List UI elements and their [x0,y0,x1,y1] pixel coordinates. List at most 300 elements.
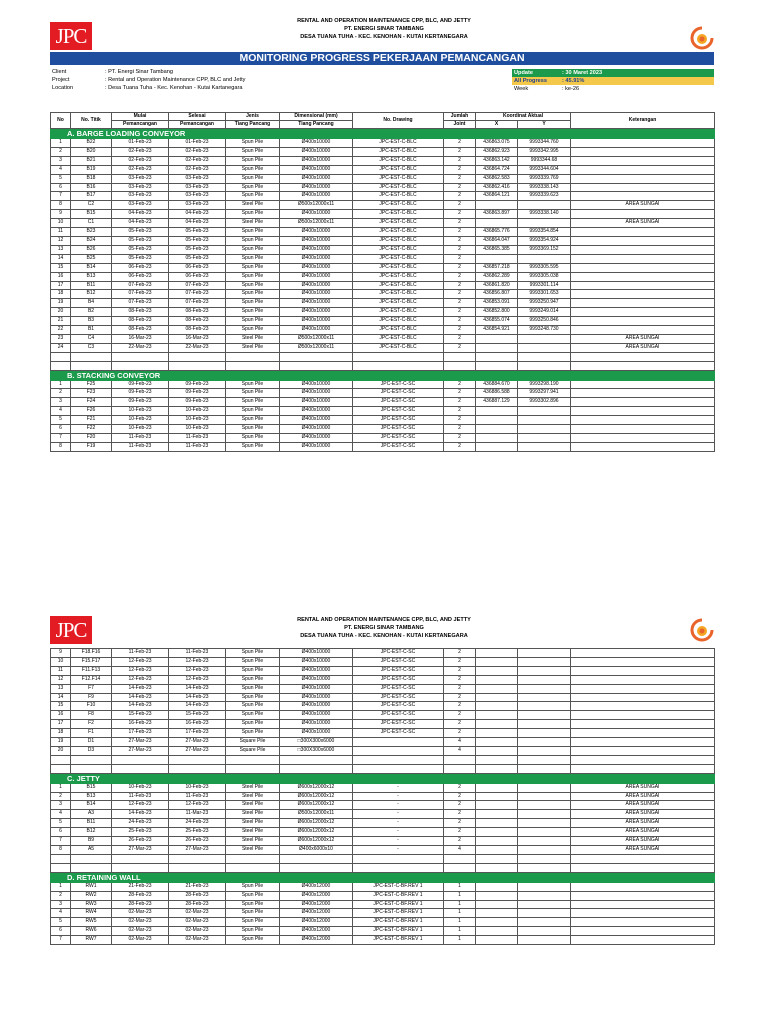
blank-row [51,854,715,863]
table-row [51,702,715,711]
cell-y: 9993354.854 [518,228,571,237]
blank-cell [444,755,476,764]
table-row [51,846,715,855]
cell-jumlah: 2 [444,702,476,711]
cell-x [476,219,518,228]
cell-selesai: 12-Feb-23 [169,666,226,675]
cell-jumlah: 1 [444,900,476,909]
cell-jumlah: 2 [444,263,476,272]
cell-no: 5 [51,416,71,425]
cell-y [518,738,571,747]
cell-drawing: - [353,846,444,855]
cell-jumlah: 2 [444,219,476,228]
cell-keterangan [571,746,715,755]
cell-jenis: Steel Pile [226,343,280,352]
cell-jenis: Steel Pile [226,828,280,837]
table-row [51,936,715,945]
cell-selesai: 11-Feb-23 [169,792,226,801]
table-row [51,900,715,909]
cell-keterangan [571,891,715,900]
blank-row [51,764,715,773]
table-row [51,675,715,684]
cell-y: 9993297.941 [518,389,571,398]
cell-titik: B12 [71,290,112,299]
cell-dimensional: Ø400x10000 [280,326,353,335]
cell-drawing [353,746,444,755]
cell-selesai: 04-Feb-23 [169,219,226,228]
cell-dimensional: Ø400x10000 [280,711,353,720]
table-row [51,201,715,210]
jpc-logo: JPC [50,22,92,50]
cell-y: 9993338.140 [518,210,571,219]
blank-cell [518,764,571,773]
header-line-2: PT. ENERGI SINAR TAMBANG [344,26,424,32]
cell-drawing: JPC-EST-C-BLC [353,254,444,263]
cell-x [476,684,518,693]
cell-jenis: Spun Pile [226,666,280,675]
cell-keterangan [571,900,715,909]
col-koord: Koordinat Aktual [476,113,571,121]
cell-dimensional: Ø400x10000 [280,407,353,416]
cell-titik: B13 [71,272,112,281]
cell-mulai: 02-Mar-23 [112,927,169,936]
cell-drawing: JPC-EST-C-BLC [353,343,444,352]
cell-jenis: Spun Pile [226,675,280,684]
cell-dimensional: Ø600x12000x12 [280,819,353,828]
cell-dimensional: Ø400x10000 [280,442,353,451]
cell-mulai: 27-Mar-23 [112,746,169,755]
cell-no: 20 [51,746,71,755]
cell-dimensional: Ø400x10000 [280,236,353,245]
cell-titik: B11 [71,281,112,290]
cell-jenis: Steel Pile [226,219,280,228]
blank-row [51,755,715,764]
cell-drawing: JPC-EST-C-SC [353,442,444,451]
cell-titik: B18 [71,174,112,183]
cell-keterangan [571,675,715,684]
cell-y: 9993344.604 [518,165,571,174]
cell-x [476,746,518,755]
cell-no: 7 [51,936,71,945]
cell-jenis: Spun Pile [226,936,280,945]
cell-keterangan: AREA SUNGAI [571,819,715,828]
cell-selesai: 04-Feb-23 [169,210,226,219]
cell-drawing: - [353,819,444,828]
blank-cell [226,352,280,361]
cell-dimensional: Ø400x10000 [280,666,353,675]
cell-dimensional: Ø400x10000 [280,416,353,425]
week-row [512,85,714,93]
cell-mulai: 22-Mar-23 [112,343,169,352]
table-row [51,192,715,201]
blank-cell [112,854,169,863]
cell-jenis: Spun Pile [226,649,280,658]
cell-keterangan [571,918,715,927]
progress-table-page-1 [50,112,715,452]
table-row [51,245,715,254]
blank-cell [112,764,169,773]
cell-jumlah: 2 [444,139,476,148]
cell-y: 9993344.68 [518,156,571,165]
cell-titik: F25 [71,380,112,389]
cell-x [476,837,518,846]
cell-jumlah: 2 [444,236,476,245]
cell-y [518,783,571,792]
cell-y: 9993298.190 [518,380,571,389]
cell-x: 436861.820 [476,281,518,290]
cell-jumlah: 2 [444,174,476,183]
cell-drawing: JPC-EST-C-BLC [353,219,444,228]
cell-titik: F10 [71,702,112,711]
cell-no: 7 [51,837,71,846]
cell-titik: B2 [71,308,112,317]
cell-dimensional: Ø600x12000x12 [280,828,353,837]
blank-cell [51,764,71,773]
cell-dimensional: Ø400x10000 [280,389,353,398]
cell-jenis: Spun Pile [226,236,280,245]
cell-drawing: JPC-EST-C-BLC [353,156,444,165]
cell-y: 9993301.653 [518,290,571,299]
cell-drawing: JPC-EST-C-BLC [353,183,444,192]
cell-dimensional: Ø400x10000 [280,308,353,317]
cell-mulai: 04-Feb-23 [112,219,169,228]
cell-keterangan [571,380,715,389]
cell-drawing: JPC-EST-C-BLC [353,326,444,335]
section-retaining-wall: D. RETAINING WALL [51,872,715,882]
cell-keterangan [571,657,715,666]
cell-no: 5 [51,918,71,927]
cell-dimensional: Ø400x10000 [280,228,353,237]
cell-jumlah: 2 [444,819,476,828]
col-jenis: Jenis [226,113,280,121]
cell-dimensional: Ø400x10000 [280,317,353,326]
cell-drawing: JPC-EST-C-BLC [353,263,444,272]
cell-titik: C1 [71,219,112,228]
cell-dimensional: Ø400x10000 [280,684,353,693]
cell-dimensional: Ø400x10000 [280,380,353,389]
cell-titik: RW4 [71,909,112,918]
cell-titik: B3 [71,317,112,326]
cell-jenis: Spun Pile [226,425,280,434]
cell-selesai: 16-Feb-23 [169,720,226,729]
table-row [51,746,715,755]
blank-cell [476,863,518,872]
cell-jumlah: 2 [444,272,476,281]
cell-x [476,343,518,352]
cell-mulai: 03-Feb-23 [112,174,169,183]
cell-jenis: Spun Pile [226,900,280,909]
cell-x [476,702,518,711]
cell-x: 436852.800 [476,308,518,317]
cell-selesai: 03-Feb-23 [169,174,226,183]
col-titik: No. Titik [71,113,112,129]
cell-no: 16 [51,272,71,281]
cell-x [476,416,518,425]
update-value: : 30 Maret 2023 [562,70,603,76]
cell-jenis: Spun Pile [226,442,280,451]
cell-x: 436854.921 [476,326,518,335]
location-value: : Desa Tuana Tuha - Kec. Kenohan - Kutai Kartanegara [105,85,243,91]
cell-selesai: 06-Feb-23 [169,263,226,272]
cell-keterangan [571,254,715,263]
table-row [51,156,715,165]
cell-drawing: JPC-EST-C-SC [353,433,444,442]
cell-x: 436863.142 [476,156,518,165]
cell-drawing: JPC-EST-C-BLC [353,210,444,219]
progress-value: : 45.91% [562,78,585,84]
stacking-conveyor-rows [51,380,715,451]
cell-x [476,783,518,792]
cell-no: 15 [51,263,71,272]
cell-dimensional: Ø400x12000 [280,882,353,891]
cell-mulai: 08-Feb-23 [112,308,169,317]
blank-cell [571,755,715,764]
cell-x [476,792,518,801]
cell-dimensional: Ø400x10000 [280,702,353,711]
table-header-row-1 [51,113,715,121]
cell-keterangan [571,729,715,738]
cell-y: 9993302.896 [518,398,571,407]
cell-selesai: 22-Mar-23 [169,343,226,352]
blank-cell [169,755,226,764]
cell-jenis: Spun Pile [226,380,280,389]
cell-selesai: 09-Feb-23 [169,380,226,389]
cell-drawing: - [353,828,444,837]
cell-x [476,900,518,909]
cell-selesai: 26-Feb-23 [169,837,226,846]
cell-x: 436886.588 [476,389,518,398]
cell-no: 21 [51,317,71,326]
cell-titik: B14 [71,801,112,810]
cell-x [476,649,518,658]
cell-dimensional: Ø400x12000 [280,900,353,909]
cell-keterangan [571,720,715,729]
week-label: Week [514,86,529,92]
cell-titik: B11 [71,819,112,828]
cell-y [518,711,571,720]
cell-jumlah: 4 [444,746,476,755]
cell-dimensional: Ø500x12000x11 [280,201,353,210]
cell-selesai: 05-Feb-23 [169,228,226,237]
cell-jumlah: 1 [444,909,476,918]
cell-titik: B26 [71,245,112,254]
cell-keterangan [571,666,715,675]
cell-dimensional: □300X300x6000 [280,746,353,755]
cell-selesai: 10-Feb-23 [169,407,226,416]
cell-keterangan: AREA SUNGAI [571,783,715,792]
cell-keterangan [571,649,715,658]
blank-cell [226,854,280,863]
cell-no: 6 [51,828,71,837]
section-barge-loading: A. BARGE LOADING CONVEYOR [51,129,715,139]
cell-mulai: 02-Mar-23 [112,918,169,927]
table-row [51,380,715,389]
cell-dimensional: Ø500x12000x11 [280,334,353,343]
col-no: No [51,113,71,129]
blank-cell [169,764,226,773]
cell-no: 6 [51,425,71,434]
cell-drawing: - [353,801,444,810]
cell-mulai: 09-Feb-23 [112,380,169,389]
cell-jenis: Spun Pile [226,702,280,711]
progress-label: All Progress [514,78,547,84]
cell-jumlah: 2 [444,407,476,416]
cell-y [518,729,571,738]
cell-mulai: 16-Mar-23 [112,334,169,343]
cell-jumlah: 2 [444,281,476,290]
table-row [51,281,715,290]
table-row [51,317,715,326]
cell-keterangan: AREA SUNGAI [571,828,715,837]
blank-cell [571,854,715,863]
cell-titik: RW3 [71,900,112,909]
cell-mulai: 01-Feb-23 [112,139,169,148]
cell-jumlah: 1 [444,918,476,927]
cell-drawing: JPC-EST-C-BLC [353,272,444,281]
cell-y [518,657,571,666]
cell-drawing: JPC-EST-C-SC [353,657,444,666]
cell-no: 14 [51,693,71,702]
cell-titik: F24 [71,398,112,407]
cell-x: 436887.129 [476,398,518,407]
cell-dimensional: Ø400x10000 [280,657,353,666]
cell-x: 436862.289 [476,272,518,281]
cell-x: 436862.583 [476,174,518,183]
blank-cell [169,863,226,872]
cell-jumlah: 2 [444,201,476,210]
cell-mulai: 02-Feb-23 [112,156,169,165]
cell-dimensional: Ø500x12000x11 [280,810,353,819]
blank-cell [476,361,518,370]
cell-dimensional: Ø600x12000x12 [280,801,353,810]
cell-keterangan [571,326,715,335]
cell-jenis: Steel Pile [226,819,280,828]
cell-keterangan [571,139,715,148]
cell-jenis: Spun Pile [226,407,280,416]
cell-dimensional: Ø400x12000 [280,927,353,936]
cell-x [476,675,518,684]
cell-dimensional: Ø500x12000x11 [280,343,353,352]
cell-keterangan [571,927,715,936]
cell-drawing: JPC-EST-C-BLC [353,201,444,210]
cell-mulai: 03-Feb-23 [112,183,169,192]
table-row [51,720,715,729]
cell-dimensional: Ø500x12000x11 [280,219,353,228]
cell-x: 436855.074 [476,317,518,326]
cell-y [518,720,571,729]
section-stacking-conveyor: B. STACKING CONVEYOR [51,370,715,380]
cell-drawing: - [353,783,444,792]
cell-y: 9993301.114 [518,281,571,290]
blank-cell [444,352,476,361]
cell-mulai: 12-Feb-23 [112,666,169,675]
cell-mulai: 27-Mar-23 [112,846,169,855]
table-row [51,299,715,308]
cell-titik: B23 [71,228,112,237]
cell-x: 436884.670 [476,380,518,389]
cell-drawing: - [353,792,444,801]
cell-mulai: 26-Feb-23 [112,837,169,846]
cell-jumlah: 2 [444,228,476,237]
cell-jumlah: 2 [444,425,476,434]
cell-x: 436864.121 [476,192,518,201]
cell-mulai: 02-Feb-23 [112,165,169,174]
blank-cell [51,755,71,764]
cell-drawing: JPC-EST-C-BLC [353,139,444,148]
cell-selesai: 14-Feb-23 [169,684,226,693]
table-row [51,425,715,434]
cell-drawing: JPC-EST-C-SC [353,693,444,702]
cell-titik: B17 [71,192,112,201]
cell-keterangan [571,389,715,398]
cell-dimensional: Ø400x10000 [280,139,353,148]
cell-y [518,649,571,658]
cell-selesai: 06-Feb-23 [169,272,226,281]
table-row [51,729,715,738]
cell-no: 12 [51,236,71,245]
cell-y: 9993250.947 [518,299,571,308]
blank-cell [518,863,571,872]
cell-mulai: 11-Feb-23 [112,792,169,801]
cell-selesai: 27-Mar-23 [169,846,226,855]
cell-dimensional: Ø400x6000x10 [280,846,353,855]
cell-jumlah: 2 [444,183,476,192]
cell-drawing: JPC-EST-C-SC [353,729,444,738]
cell-dimensional: Ø600x12000x12 [280,837,353,846]
cell-drawing: JPC-EST-C-SC [353,666,444,675]
cell-jenis: Spun Pile [226,693,280,702]
cell-y [518,909,571,918]
table-row [51,801,715,810]
cell-selesai: 03-Feb-23 [169,183,226,192]
cell-selesai: 10-Feb-23 [169,416,226,425]
cell-titik: B25 [71,254,112,263]
cell-drawing: JPC-EST-C-BF.REV 1 [353,909,444,918]
cell-no: 11 [51,228,71,237]
cell-jumlah: 2 [444,729,476,738]
cell-selesai: 09-Feb-23 [169,389,226,398]
cell-selesai: 27-Mar-23 [169,738,226,747]
cell-keterangan [571,425,715,434]
cell-titik: RW1 [71,882,112,891]
cell-keterangan [571,299,715,308]
cell-y [518,219,571,228]
cell-drawing: JPC-EST-C-BF.REV 1 [353,882,444,891]
blank-cell [112,863,169,872]
cell-jenis: Spun Pile [226,183,280,192]
blank-cell [226,755,280,764]
header-line-2: PT. ENERGI SINAR TAMBANG [344,625,424,631]
cell-titik: B1 [71,326,112,335]
blank-cell [112,755,169,764]
cell-x [476,425,518,434]
cell-jenis: Spun Pile [226,720,280,729]
col-mulai: Mulai [112,113,169,121]
cell-mulai: 27-Mar-23 [112,738,169,747]
header-company [0,17,768,41]
cell-no: 2 [51,147,71,156]
cell-drawing: - [353,837,444,846]
cell-selesai: 10-Feb-23 [169,425,226,434]
cell-jumlah: 2 [444,416,476,425]
cell-no: 10 [51,219,71,228]
cell-y [518,684,571,693]
cell-jenis: Spun Pile [226,882,280,891]
project-value: : Rental and Operation Maintenance CPP, BLC and Jetty [105,77,246,83]
page-title: MONITORING PROGRESS PEKERJAAN PEMANCANGAN [50,52,714,65]
cell-jenis: Spun Pile [226,684,280,693]
table-row [51,174,715,183]
